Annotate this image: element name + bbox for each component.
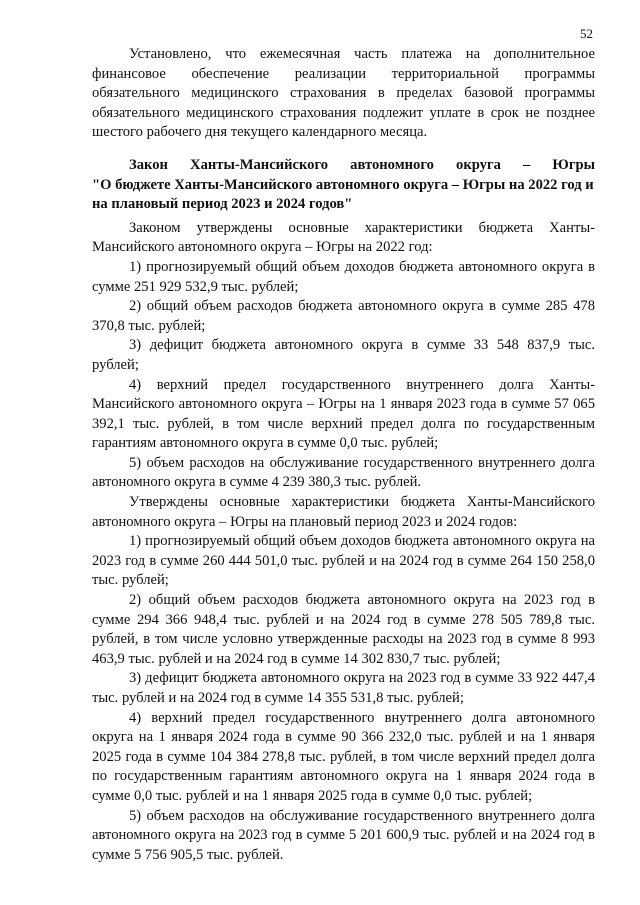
section2-item: 5) объем расходов на обслуживание государственного внутреннего долга автономного округа на 2023 год в сумме 5 201 600,9 тыс. рублей и на 2024 год в сумме 5 756 905,5 тыс. рублей. [92, 807, 595, 863]
page-content [92, 45, 595, 865]
section2-item: 2) общий объем расходов бюджета автономного округа на 2023 год в сумме 294 366 948,4 тыс. рублей и на 2024 год в сумме 278 505 789,8 тыс. рублей, в том числе условно утвержденные расходы на 2023 год в сумме 8 993 463,9 тыс. рублей и на 2024 год в сумме 14 302 830,7 тыс. рублей; [92, 592, 595, 667]
page-number: 52 [580, 26, 593, 41]
section1-item: 2) общий объем расходов бюджета автономного округа в сумме 285 478 370,8 тыс. рублей; [92, 298, 595, 334]
law-heading [92, 156, 595, 215]
section1-item: 1) прогнозируемый общий объем доходов бюджета автономного округа в сумме 251 929 532,9 тыс. рублей; [92, 258, 595, 295]
section2-item: 1) прогнозируемый общий объем доходов бюджета автономного округа на 2023 год в сумме 260 444 501,0 тыс. рублей и на 2024 год в сумме 264 150 258,0 тыс. рублей; [92, 533, 595, 589]
section1-item: 4) верхний предел государственного внутреннего долга Ханты-Мансийского автономного округа – Югры на 1 января 2023 года в сумме 57 065 392,1 тыс. рублей, в том числе верхний предел долга по государственным гарантиям автономного округа в сумме 0,0 тыс. рублей; [92, 376, 595, 452]
section2-item: 4) верхний предел государственного внутреннего долга автономного округа на 1 января 2024 года в сумме 90 366 232,0 тыс. рублей и на 1 января 2025 года в сумме 104 384 278,8 тыс. рублей, в том числе верхний предел долга по государственным гарантиям автономного округа на 1 января 2024 года в сумме 0,0 тыс. рублей и на 1 января 2025 года в сумме 0,0 тыс. рублей; [92, 709, 595, 804]
section2-item: 3) дефицит бюджета автономного округа на 2023 год в сумме 33 922 447,4 тыс. рублей и на 2024 год в сумме 14 355 531,8 тыс. рублей; [92, 670, 595, 706]
law-heading-title: "О бюджете Ханты-Мансийского автономного округа – Югры на 2022 год и на плановый период 2023 и 2024 годов" [92, 176, 594, 213]
section2-lead: Утверждены основные характеристики бюджета Ханты-Мансийского автономного округа – Югры на плановый период 2023 и 2024 годов: [92, 494, 595, 530]
section1-lead: Законом утверждены основные характеристики бюджета Ханты-Мансийского автономного округа – Югры на 2022 год: [92, 219, 595, 256]
law-heading-line1: Закон Ханты-Мансийского автономного округа – Югры [129, 156, 595, 173]
intro-paragraph: Установлено, что ежемесячная часть платежа на дополнительное финансовое обеспечение реализации территориальной программы обязательного медицинского страхования в пределах базовой программы обязательного медицинского страхования подлежит уплате в срок не позднее шестого рабочего дня текущего календарного месяца. [92, 46, 595, 141]
section1-item: 5) объем расходов на обслуживание государственного внутреннего долга автономного округа в сумме 4 239 380,3 тыс. рублей. [92, 454, 595, 491]
section1-item: 3) дефицит бюджета автономного округа в сумме 33 548 837,9 тыс. рублей; [92, 337, 595, 373]
